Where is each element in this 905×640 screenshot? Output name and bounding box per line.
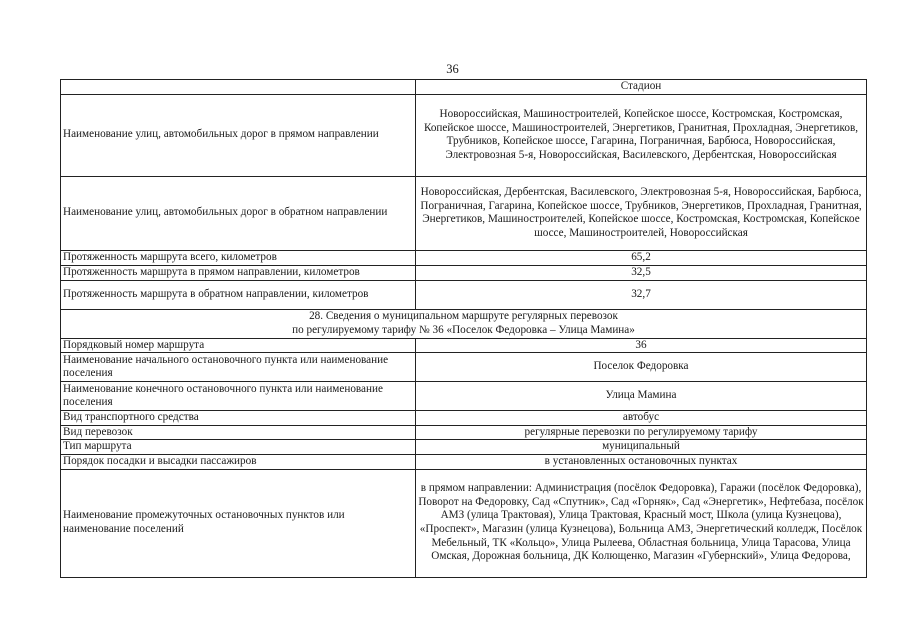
table-row <box>61 94 867 176</box>
row-label: Порядковый номер маршрута <box>61 338 416 353</box>
row-label: Наименование улиц, автомобильных дорог в прямом направлении <box>61 94 416 176</box>
route-table <box>60 79 867 578</box>
row-label: Вид перевозок <box>61 425 416 440</box>
row-label: Порядок посадки и высадки пассажиров <box>61 454 416 469</box>
empty-cell <box>61 80 416 95</box>
table-row <box>61 265 867 280</box>
row-value: Поселок Федоровка <box>416 353 867 382</box>
page-number: 36 <box>446 62 459 76</box>
row-label: Наименование конечного остановочного пункта или наименование поселения <box>61 382 416 411</box>
table-row <box>61 176 867 250</box>
table-row <box>61 280 867 309</box>
table-row <box>61 80 867 95</box>
table-row <box>61 411 867 426</box>
section-title-line-1: 28. Сведения о муниципальном маршруте регулярных перевозок <box>309 310 618 322</box>
row-value: регулярные перевозки по регулируемому тарифу <box>416 425 867 440</box>
row-value: 32,5 <box>416 265 867 280</box>
row-value: 36 <box>416 338 867 353</box>
row-value: 32,7 <box>416 280 867 309</box>
row-value: в прямом направлении: Администрация (посёлок Федоровка), Гаражи (посёлок Федоровка), Поворот на Федоровку, Сад «Спутник», Сад «Горняк», Сад «Энергетик», Нефтебаза, посёлок АМЗ (улица Трактовая), Улица Трактовая, Красный мост, Школа (улица Кузнецова), «Проспект», Магазин (улица Кузнецова), Больница АМЗ, Энергетический колледж, Посёлок Мебельный, ТК «Кольцо», Улица Рылеева, Областная больница, Улица Тарасова, Улица Омская, Дорожная больница, ДК Колющенко, Магазин «Губернский», Улица Федорова, <box>416 469 867 577</box>
row-label: Протяженность маршрута всего, километров <box>61 250 416 265</box>
row-value: в установленных остановочных пунктах <box>416 454 867 469</box>
table-row <box>61 338 867 353</box>
table-row <box>61 469 867 577</box>
table-row <box>61 250 867 265</box>
row-label: Вид транспортного средства <box>61 411 416 426</box>
row-value: Улица Мамина <box>416 382 867 411</box>
table-row <box>61 425 867 440</box>
row-value: Новороссийская, Машиностроителей, Копейское шоссе, Костромская, Костромская, Копейское шоссе, Машиностроителей, Энергетиков, Гранитная, Прохладная, Энергетиков, Трубников, Копейское шоссе, Гагарина, Пограничная, Барбюса, Новороссийская, Электровозная 5-я, Новороссийская, Василевского, Дербентская, Новороссийская <box>416 94 867 176</box>
row-label: Наименование промежуточных остановочных пунктов или наименование поселений <box>61 469 416 577</box>
header-value: Стадион <box>416 80 867 95</box>
section-heading <box>61 309 867 338</box>
section-heading-row <box>61 309 867 338</box>
row-value: Новороссийская, Дербентская, Василевского, Электровозная 5-я, Новороссийская, Барбюса, Пограничная, Гагарина, Копейское шоссе, Трубников, Энергетиков, Прохладная, Гранитная, Энергетиков, Машиностроителей, Копейское шоссе, Костромская, Костромская, Копейское шоссе, Машиностроителей, Новороссийская <box>416 176 867 250</box>
table-row <box>61 440 867 455</box>
row-value: муниципальный <box>416 440 867 455</box>
row-label: Тип маршрута <box>61 440 416 455</box>
row-value: 65,2 <box>416 250 867 265</box>
row-value: автобус <box>416 411 867 426</box>
row-label: Протяженность маршрута в прямом направлении, километров <box>61 265 416 280</box>
row-label: Наименование улиц, автомобильных дорог в обратном направлении <box>61 176 416 250</box>
table-row <box>61 382 867 411</box>
row-label: Наименование начального остановочного пункта или наименование поселения <box>61 353 416 382</box>
table-row <box>61 353 867 382</box>
section-title-line-2: по регулируемому тарифу № 36 «Поселок Федоровка – Улица Мамина» <box>292 323 635 336</box>
table-row <box>61 454 867 469</box>
row-label: Протяженность маршрута в обратном направлении, километров <box>61 280 416 309</box>
